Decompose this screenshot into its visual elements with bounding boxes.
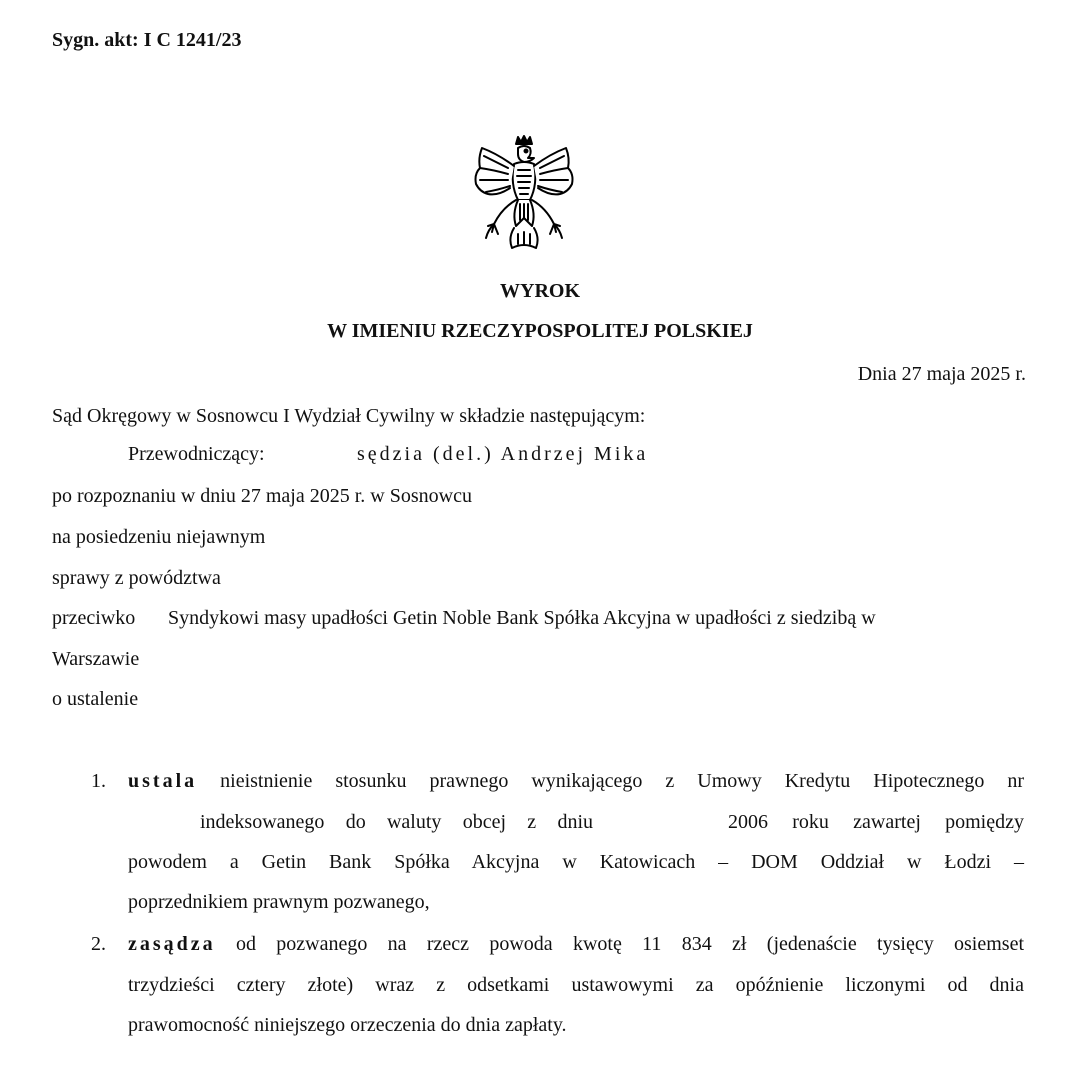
case-of-line: sprawy z powództwa <box>52 567 221 589</box>
item-line-part: indeksowanego do waluty obcej z dniu <box>200 811 593 833</box>
document-title: WYROK <box>500 280 580 302</box>
against-city: Warszawie <box>52 648 140 670</box>
item-number: 1. <box>91 770 106 792</box>
item-number: 2. <box>91 933 106 955</box>
session-line: na posiedzeniu niejawnym <box>52 526 266 548</box>
item-keyword: ustala <box>128 770 198 792</box>
document-subtitle: W IMIENIU RZECZYPOSPOLITEJ POLSKIEJ <box>327 320 753 342</box>
examined-line: po rozpoznaniu w dniu 27 maja 2025 r. w Sosnowcu <box>52 485 472 507</box>
item-text: nieistnienie stosunku prawnego wynikającego z Umowy Kredytu Hipotecznego nr <box>220 770 1025 792</box>
item-line-part: 2006 roku zawartej pomiędzy <box>728 811 1024 833</box>
case-number: Sygn. akt: I C 1241/23 <box>52 29 242 51</box>
presiding-judge: sędzia (del.) Andrzej Mika <box>357 443 649 465</box>
item-line: prawomocność niniejszego orzeczenia do dnia zapłaty. <box>128 1014 567 1036</box>
item-line: trzydzieści cztery złote) wraz z odsetkami ustawowymi za opóźnienie liczonymi od dnia <box>128 974 1024 996</box>
item-line <box>128 770 1024 793</box>
against-text: Syndykowi masy upadłości Getin Noble Bank Spółka Akcyjna w upadłości z siedzibą w <box>168 607 876 629</box>
item-line: powodem a Getin Bank Spółka Akcyjna w Katowicach – DOM Oddział w Łodzi – <box>128 851 1024 873</box>
presiding-label: Przewodniczący: <box>128 443 265 465</box>
item-line: poprzednikiem prawnym pozwanego, <box>128 891 430 913</box>
court-composition: Sąd Okręgowy w Sosnowcu I Wydział Cywilny w składzie następującym: <box>52 405 646 427</box>
against-label: przeciwko <box>52 607 136 629</box>
item-line <box>128 933 1024 956</box>
polish-eagle-emblem-icon <box>468 134 580 254</box>
item-keyword: zasądza <box>128 933 216 955</box>
subject-line: o ustalenie <box>52 688 139 710</box>
item-text: od pozwanego na rzecz powoda kwotę 11 834 zł (jedenaście tysięcy osiemset <box>235 933 1024 955</box>
judgment-date: Dnia 27 maja 2025 r. <box>857 363 1026 385</box>
